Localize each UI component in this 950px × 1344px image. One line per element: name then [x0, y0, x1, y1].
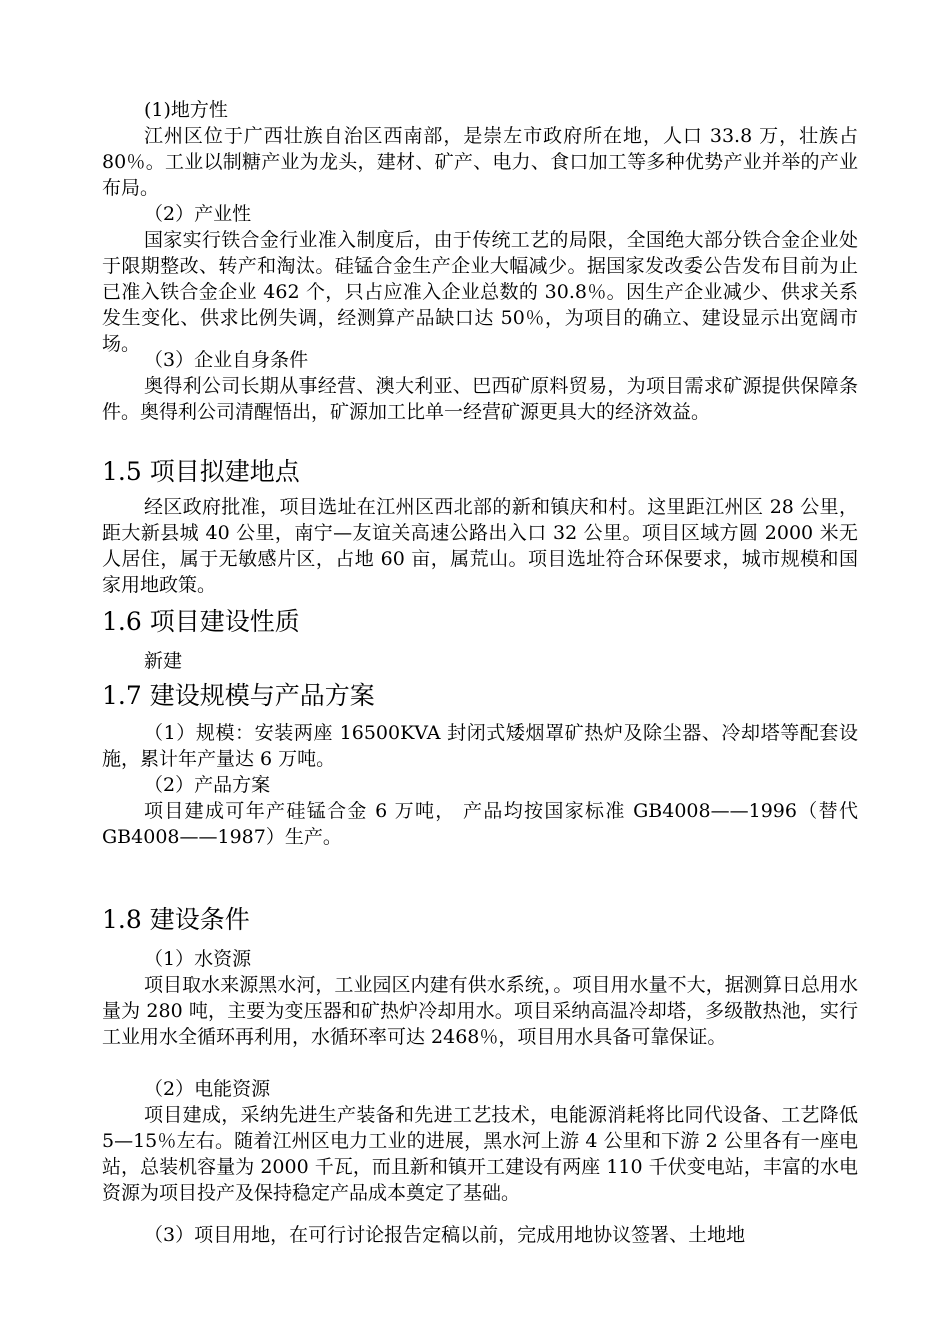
subsection-title: (1)地方性 — [144, 99, 228, 121]
section-heading: 1.7 建设规模与产品方案 — [102, 681, 375, 710]
paragraph: （1）规模：安装两座 16500KVA 封闭式矮烟罩矿热炉及除尘器、冷却塔等配套设施，累计年产量达 6 万吨。 — [102, 722, 858, 770]
paragraph: 经区政府批准，项目选址在江州区西北部的新和镇庆和村。这里距江州区 28 公里，距大新县城 40 公里，南宁—友谊关高速公路出入口 32 公里。项目区域方圆 2000 米无人居住，属于无敏感片区，占地 60 亩，属荒山。项目选址符合环保要求，城市规模和国家用地政策。 — [102, 496, 858, 596]
paragraph: 新建 — [144, 650, 183, 672]
section-heading: 1.8 建设条件 — [102, 905, 250, 934]
paragraph: （3）项目用地，在可行讨论报告定稿以前，完成用地协议签署、土地地 — [144, 1224, 746, 1246]
paragraph: 项目建成，采纳先进生产装备和先进工艺技术，电能源消耗将比同代设备、工艺降低 5—15％左右。随着江州区电力工业的进展，黑水河上游 4 公里和下游 2 公里各有一座电站，总装机容量为 2000 千瓦，而且新和镇开工建设有两座 110 千伏变电站，丰富的水电资源为项目投产及保持稳定产品成本奠定了基础。 — [102, 1104, 858, 1204]
subsection-title: （2）产业性 — [144, 203, 252, 225]
paragraph: 江州区位于广西壮族自治区西南部，是崇左市政府所在地，人口 33.8 万，壮族占 80％。工业以制糖产业为龙头，建材、矿产、电力、食口加工等多种优势产业并举的产业布局。 — [102, 125, 858, 199]
paragraph: 国家实行铁合金行业准入制度后，由于传统工艺的局限，全国绝大部分铁合金企业处于限期整改、转产和淘汰。硅锰合金生产企业大幅减少。据国家发改委公告发布目前为止已准入铁合金企业 462 个，只占应准入企业总数的 30.8％。因生产企业减少、供求关系发生变化、供求比例失调，经测算产品缺口达 50％，为项目的确立、建设显示出宽阔市场。 — [102, 229, 858, 355]
section-heading: 1.6 项目建设性质 — [102, 607, 300, 636]
subsection-title: （3）企业自身条件 — [144, 349, 309, 371]
subsection-title: （1）水资源 — [144, 948, 252, 970]
paragraph: 项目建成可年产硅锰合金 6 万吨， 产品均按国家标准 GB4008——1996（替代 GB4008——1987）生产。 — [102, 800, 858, 848]
paragraph: 项目取水来源黑水河，工业园区内建有供水系统，。项目用水量不大，据测算日总用水量为 280 吨，主要为变压器和矿热炉冷却用水。项目采纳高温冷却塔，多级散热池，实行工业用水全循环再利用，水循环率可达 2468％，项目用水具备可靠保证。 — [102, 974, 858, 1048]
paragraph: 奥得利公司长期从事经营、澳大利亚、巴西矿原料贸易，为项目需求矿源提供保障条件。奥得利公司清醒悟出，矿源加工比单一经营矿源更具大的经济效益。 — [102, 375, 858, 423]
subsection-title: （2）产品方案 — [144, 774, 271, 796]
subsection-title: （2）电能资源 — [144, 1078, 271, 1100]
section-heading: 1.5 项目拟建地点 — [102, 457, 300, 486]
